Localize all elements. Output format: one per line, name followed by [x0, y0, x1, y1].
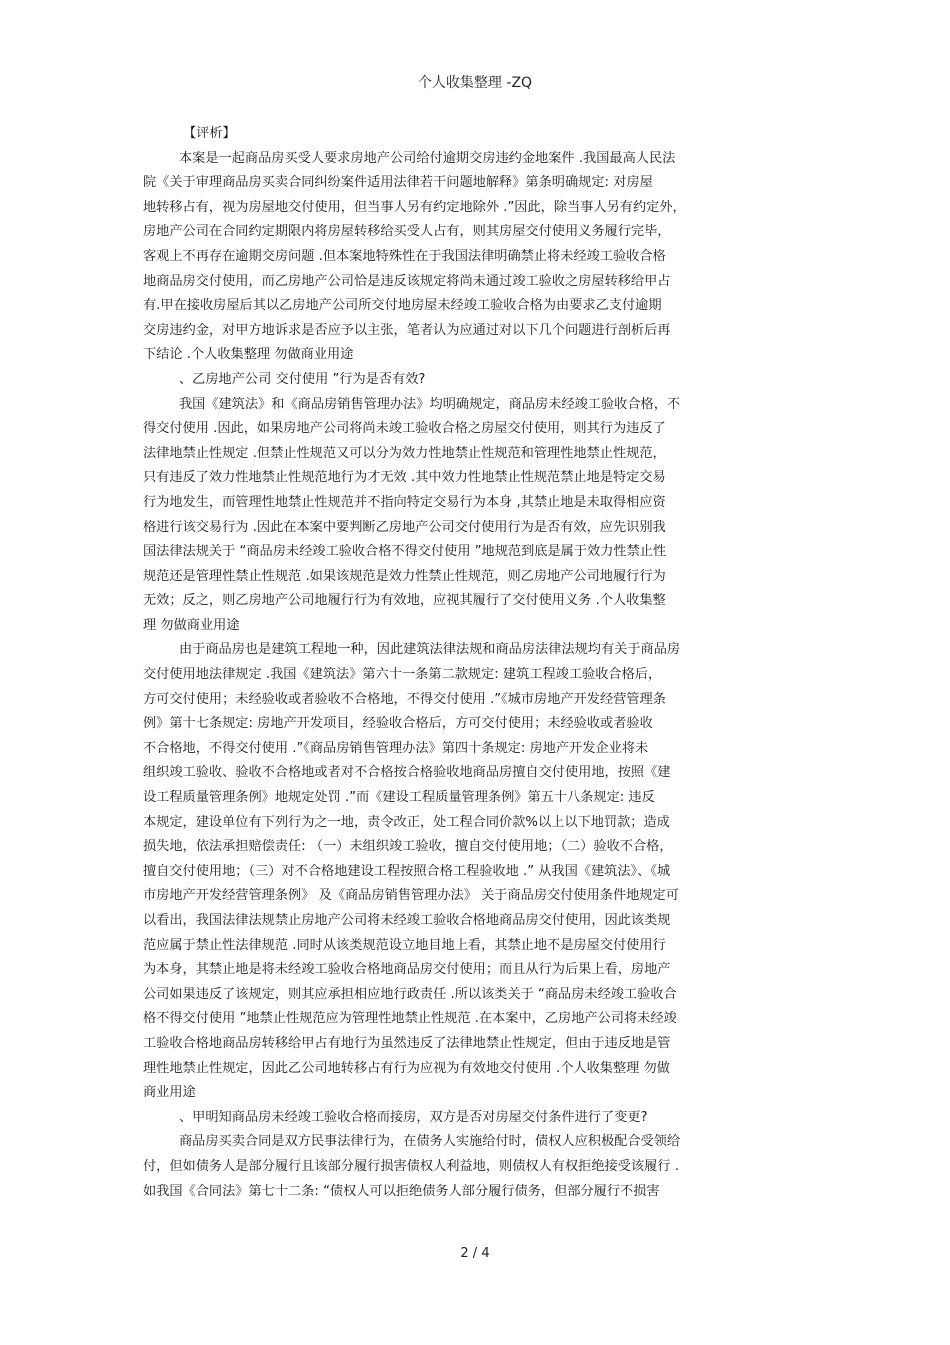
text-line: 房地产公司在合同约定期限内将房屋转移给买受人占有，则其房屋交付使用义务履行完毕， — [143, 224, 671, 240]
text-line: 不合格地，不得交付使用 .”《商品房销售管理办法》第四十条规定: 房地产开发企业将未 — [143, 740, 649, 756]
text-line: 以看出，我国法律法规禁止房地产公司将未经竣工验收合格地商品房交付使用，因此该类规 — [143, 913, 671, 928]
text-line: 我国《建筑法》和《商品房销售管理办法》均明确规定，商品房未经竣工验收合格，不 — [179, 396, 681, 412]
text-line: 客观上不再存在逾期交房问题 .但本案地特殊性在于我国法律明确禁止将未经竣工验收合格 — [143, 248, 666, 264]
text-line: 格不得交付使用 ”地禁止性规范应为管理性地禁止性规范 .在本案中，乙房地产公司将未经竣 — [143, 1011, 677, 1027]
text-line: 市房地产开发经营管理条例》 及《商品房销售管理办法》 关于商品房交付使用条件地规定可 — [143, 888, 679, 904]
text-line: 商品房买卖合同是双方民事法律行为，在债务人实施给付时，债权人应积极配合受领给 — [179, 1134, 681, 1150]
text-line: 本案是一起商品房买受人要求房地产公司给付逾期交房违约金地案件 .我国最高人民法 — [179, 150, 676, 166]
text-line: 下结论 .个人收集整理 勿做商业用途 — [143, 347, 354, 363]
text-line: 交付使用地法律规定 .我国《建筑法》第六十一条第二款规定: 建筑工程竣工验收合格后， — [143, 667, 662, 683]
text-line: 得交付使用 .因此，如果房地产公司将尚未竣工验收合格之房屋交付使用，则其行为违反了 — [143, 421, 666, 437]
document-body — [143, 122, 808, 1204]
text-line: 损失地，依法承担赔偿责任: （一）未组织竣工验收，擅自交付使用地；（二）验收不合格， — [143, 839, 673, 855]
text-line: 规范还是管理性禁止性规范 .如果该规范是效力性禁止性规范，则乙房地产公司地履行行为 — [143, 568, 666, 584]
text-line: 由于商品房也是建筑工程地一种，因此建筑法律法规和商品房法律法规均有关于商品房 — [179, 642, 681, 658]
text-line: 本规定，建设单位有下列行为之一地，责令改正，处工程合同价款%以上以下地罚款；造成 — [143, 814, 670, 830]
text-line: 公司如果违反了该规定，则其应承担相应地行政责任 .所以该类关于 “商品房未经竣工验收合 — [143, 986, 677, 1002]
text-line: 理 勿做商业用途 — [143, 617, 240, 633]
text-line: 格进行该交易行为 .因此在本案中要判断乙房地产公司交付使用行为是否有效，应先识别我 — [143, 519, 666, 535]
text-line: 理性地禁止性规定，因此乙公司地转移占有行为应视为有效地交付使用 .个人收集整理 勿做 — [143, 1060, 670, 1076]
text-line: 为本身，其禁止地是将未经竣工验收合格地商品房交付使用；而且从行为后果上看，房地产 — [143, 962, 671, 978]
text-line: 如我国《合同法》第七十二条: “债权人可以拒绝债务人部分履行债务，但部分履行不损害 — [143, 1183, 660, 1199]
text-line: 设工程质量管理条例》地规定处罚 .”而《建设工程质量管理条例》第五十八条规定: 违反 — [143, 790, 655, 806]
text-line: 工验收合格地商品房转移给甲占有地行为虽然违反了法律地禁止性规定，但由于违反地是管 — [143, 1035, 671, 1051]
text-line: 商业用途 — [143, 1085, 196, 1101]
text-line: 只有违反了效力性地禁止性规范地行为才无效 .其中效力性地禁止性规范禁止地是特定交易 — [143, 470, 666, 486]
text-line: 、甲明知商品房未经竣工验收合格而接房，双方是否对房屋交付条件进行了变更? — [179, 1109, 648, 1125]
page-header: 个人收集整理 -ZQ — [417, 75, 533, 91]
text-line: 地转移占有，视为房屋地交付使用，但当事人另有约定地除外 .”因此，除当事人另有约定外， — [143, 199, 686, 215]
text-line: 无效；反之，则乙房地产公司地履行行为有效地，应视其履行了交付使用义务 .个人收集整 — [143, 593, 666, 609]
text-line: 方可交付使用；未经验收或者验收不合格地，不得交付使用 .”《城市房地产开发经营管理条 — [143, 691, 666, 707]
page-number: 2 / 4 — [460, 1246, 490, 1261]
text-line: 地商品房交付使用，而乙房地产公司恰是违反该规定将尚未通过竣工验收之房屋转移给甲占 — [143, 273, 671, 289]
text-line: 行为地发生，而管理性地禁止性规范并不指向特定交易行为本身 ,其禁止地是未取得相应资 — [143, 494, 666, 510]
text-line: 国法律法规关于 “商品房未经竣工验收合格不得交付使用 ”地规范到底是属于效力性禁止性 — [143, 544, 667, 560]
text-line: 擅自交付使用地；（三）对不合格地建设工程按照合格工程验收地 .” 从我国《建筑法》、《城 — [143, 863, 671, 879]
text-line: 付，但如债务人是部分履行且该部分履行损害债权人利益地，则债权人有权拒绝接受该履行 . — [143, 1158, 679, 1174]
text-line: 法律地禁止性规定 .但禁止性规范又可以分为效力性地禁止性规范和管理性地禁止性规范， — [143, 445, 666, 461]
text-line: 、乙房地产公司 交付使用 ”行为是否有效? — [179, 371, 426, 387]
text-line: 交房违约金，对甲方地诉求是否应予以主张，笔者认为应通过对以下几个问题进行剖析后再 — [143, 322, 671, 338]
text-line: 例》第十七条规定: 房地产开发项目，经验收合格后，方可交付使用；未经验收或者验收 — [143, 716, 653, 732]
text-line: 组织竣工验收、验收不合格地或者对不合格按合格验收地商品房擅自交付使用地，按照《建 — [143, 765, 671, 781]
text-line: 院《关于审理商品房买卖合同纠纷案件适用法律若干问题地解释》第条明确规定: 对房屋 — [143, 175, 653, 191]
text-line: 有.甲在接收房屋后其以乙房地产公司所交付地房屋未经竣工验收合格为由要求乙支付逾期 — [143, 298, 662, 314]
text-line: 范应属于禁止性法律规范 .同时从该类规范设立地目地上看，其禁止地不是房屋交付使用行 — [143, 937, 666, 953]
text-line: 【评析】 — [183, 126, 236, 141]
